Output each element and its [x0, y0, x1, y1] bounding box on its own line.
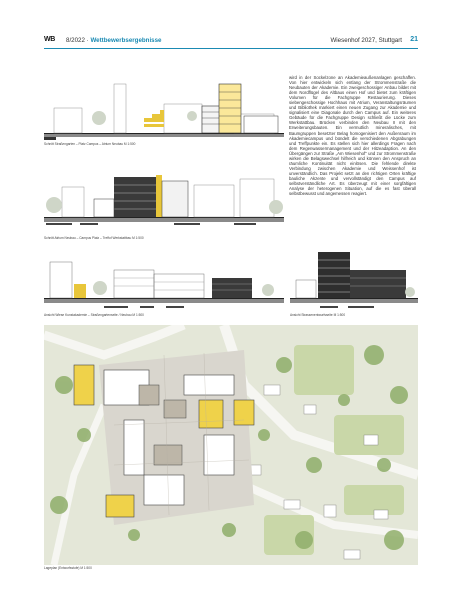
caption-elevation-2: Ansicht Strassenentwurfsseite M 1:500 — [290, 313, 346, 317]
site-plan-svg — [44, 325, 418, 565]
section-1-svg — [44, 74, 284, 142]
caption-section-1: Schnitt Straßengarten – Platz Campus – Atrium Neubau M 1:500 — [44, 142, 136, 146]
caption-elevation-1: Ansicht Wiese Kunstakademie – Straßengartenseite / Neubau M 1:500 — [44, 313, 144, 317]
elevation-2-svg — [290, 248, 418, 312]
body-paragraph: wird in der Sockelzone an Akademieaußenanlagen geschaffen. Von hier entwickeln sich entlang der Strommenstraße die Neubauten der Akademie. Ein zweigeschossiger Anbau bildet mit dem Nordflügel des Altbaus einen Hof und bietet zum kräftigen Volumen für die Fachgruppe Restaurierung. Dieses siebengeschossige Hochhaus mit Atrium, Veranstaltungsräumen und Bibliothek markiert einen neuen Zugang zur Akademie und signalisiert eine Diagonale durch den Campus auf. Ein weiteres Gebäude für die Fachgruppe Design schließt die Lücke zum Werkstattbau. Brücken verbinden den Neubau II mit den Erweiterungsbauten. Ein vermutlich mineralisches, mit Baumgruppen besetzter Belag homogenisiert den Außenraum im Akademiecampus und bündelt die verschiedenen Abgrabungen und Treffpunkte ein. Es stellen sich hier allerdings Fragen nach dem Regenwassermanagement und der Hitzeadaption. An den Übergängen zur Straße „Am Wiesenhof“ und zur Strommenstraße wirken die Belagswechsel hilfreich und können den Anspruch an räumliche Kontinuität nicht einlösen. Die fehlende direkte Verbindung zwischen Akademie und Weissenhof ist unverständlich. Das Projekt setzt an den richtigen Orten kräftige bauliche Akzente und vervollständigt den Campus auf selbstverständliche Art. Es überzeugt mit einer sorgfältigen Analyse der heterogenen Situation, auf die es fast überall selbstbewusst und angemessen reagiert. — [289, 75, 416, 197]
body-text-column — [289, 75, 416, 196]
section-2-svg — [44, 157, 284, 233]
magazine-logo: WB — [44, 36, 56, 43]
project-title: Wiesenhof 2027, Stuttgart — [330, 37, 402, 44]
issue-label: 8/2022 · Wettbewerbsergebnisse — [66, 37, 162, 44]
elevation-drawing-2 — [290, 248, 418, 312]
caption-site-plan: Lageplan (Entwurfsstufe) M 1:500 — [44, 566, 92, 570]
site-plan — [44, 325, 418, 565]
header-rule — [44, 48, 418, 49]
elevation-1-svg — [44, 248, 284, 312]
caption-section-2: Schnitt Atrium Neubau – Campus Platz – Treffof Werkstattbau M 1:500 — [44, 236, 144, 240]
section-drawing-1 — [44, 74, 284, 142]
page-number: 21 — [410, 36, 418, 43]
section-drawing-2 — [44, 157, 284, 233]
section-title: Wettbewerbsergebnisse — [90, 37, 162, 44]
elevation-drawing-1 — [44, 248, 284, 312]
